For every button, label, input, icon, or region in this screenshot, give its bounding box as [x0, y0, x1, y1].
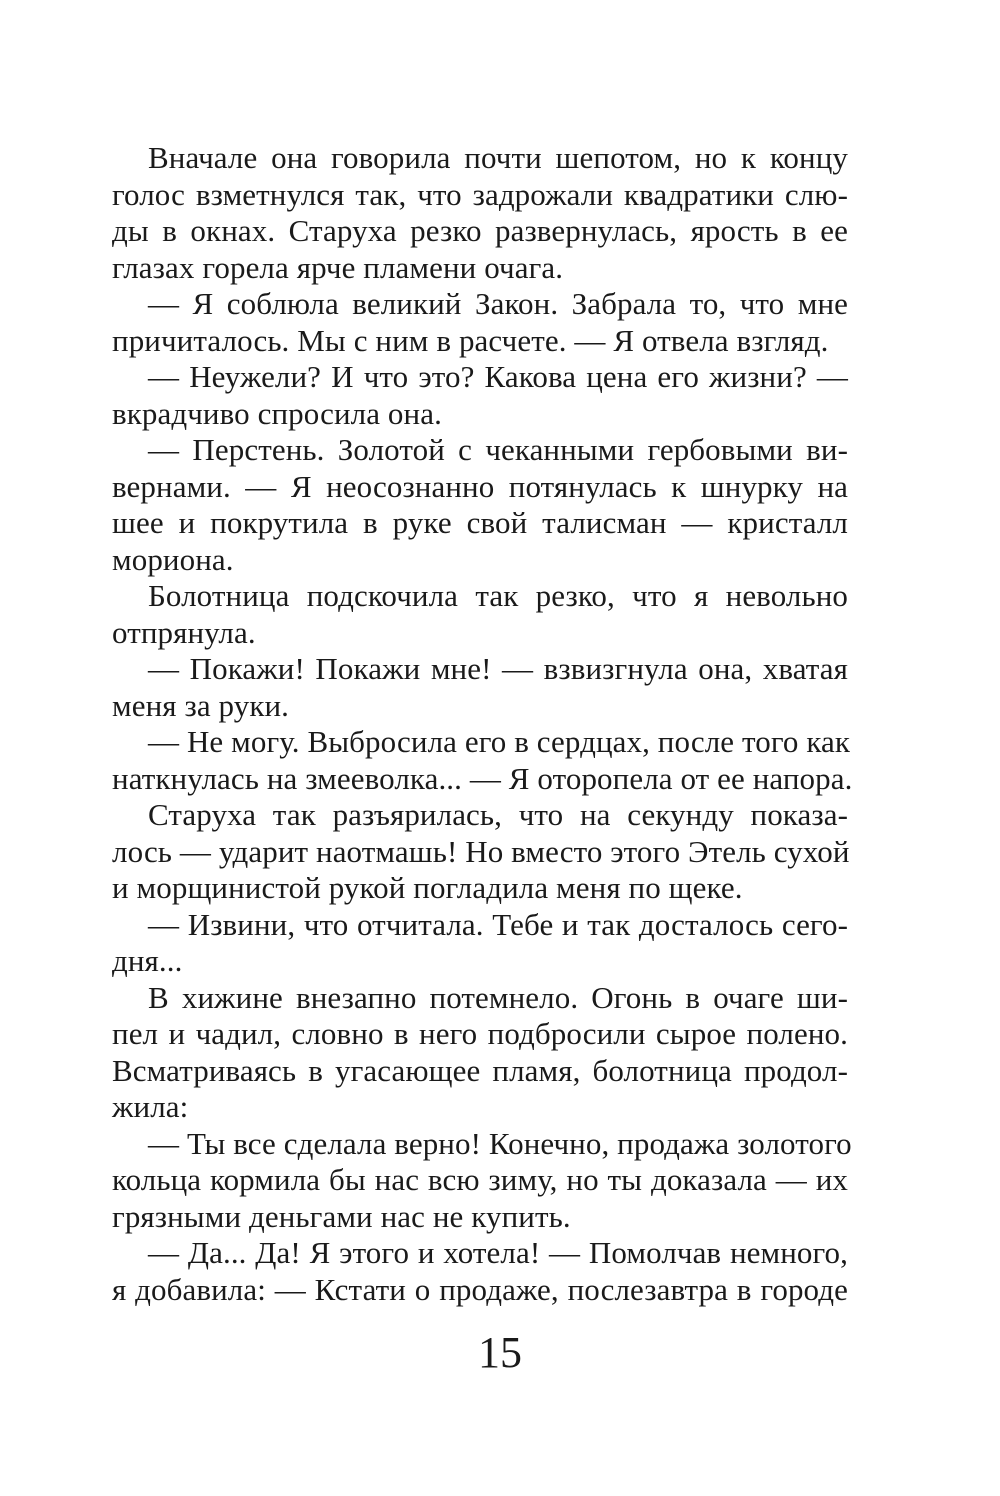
paragraph — [112, 359, 848, 432]
text-line: ды в окнах. Старуха резко развернулась, ярость в ее — [112, 213, 848, 248]
text-line: Вначале она говорила почти шепотом, но к концу — [148, 140, 848, 175]
text-line: меня за руки. — [112, 687, 290, 723]
text-line: причиталось. Мы с ним в расчете. — Я отвела взгляд. — [112, 322, 829, 358]
text-line: лось — ударит наотмашь! Но вместо этого Этель сухой — [112, 833, 850, 869]
text-line: я добавила: — Кстати о продаже, послезавтра в городе — [112, 1271, 848, 1307]
text-line: жила: — [112, 1089, 189, 1124]
text-line: Болотница подскочила так резко, что я невольно — [148, 578, 848, 613]
text-line: — Извини, что отчитала. Тебе и так досталось сего- — [148, 906, 848, 942]
paragraph — [112, 651, 848, 724]
paragraph — [112, 980, 848, 1126]
text-line: пел и чадил, словно в него подбросили сырое полено. — [112, 1016, 848, 1051]
page-number: 15 — [478, 1328, 522, 1377]
text-line: — Неужели? И что это? Какова цена его жизни? — — [148, 359, 848, 394]
text-line: мориона. — [112, 541, 234, 577]
paragraph — [112, 724, 853, 797]
text-line: Старуха так разъярилась, что на секунду показа- — [148, 797, 848, 832]
paragraph — [112, 140, 848, 286]
text-line: — Я соблюла великий Закон. Забрала то, что мне — [148, 286, 848, 321]
text-line: и морщинистой рукой погладила меня по щеке. — [112, 870, 743, 905]
paragraph — [112, 797, 848, 907]
text-line: голос взметнулся так, что задрожали квадратики слю- — [112, 176, 848, 212]
text-line: — Ты все сделала верно! Конечно, продажа золотого — [148, 1125, 852, 1161]
text-line: — Не могу. Выбросила его в сердцах, после того как — [148, 724, 851, 759]
text-line: — Перстень. Золотой с чеканными гербовыми ви- — [148, 432, 848, 467]
text-line: дня... — [112, 943, 183, 978]
text-line: — Да... Да! Я этого и хотела! — Помолчав немного, — [148, 1235, 848, 1270]
text-line: В хижине внезапно потемнело. Огонь в очаге ши- — [148, 979, 848, 1015]
paragraph — [112, 578, 848, 651]
text-line: — Покажи! Покажи мне! — взвизгнула она, хватая — [148, 651, 848, 686]
text-line: вернами. — Я неосознанно потянулась к шнурку на — [112, 468, 848, 504]
paragraph — [112, 432, 848, 578]
text-line: грязными деньгами нас не купить. — [112, 1198, 571, 1234]
paragraph — [112, 286, 848, 359]
text-line: наткнулась на змееволка... — Я оторопела от ее напора. — [112, 760, 853, 796]
paragraph — [112, 907, 848, 980]
text-line: шее и покрутила в руке свой талисман — кристалл — [112, 505, 848, 540]
text-line: Всматриваясь в угасающее пламя, болотница продол- — [112, 1052, 848, 1088]
body-text — [112, 140, 853, 1308]
paragraph — [112, 1125, 852, 1236]
text-line: вкрадчиво спросила она. — [112, 395, 442, 431]
text-line: кольца кормила бы нас всю зиму, но ты доказала — их — [112, 1162, 848, 1197]
text-line: отпрянула. — [112, 614, 256, 650]
paragraph — [112, 1235, 848, 1308]
text-line: глазах горела ярче пламени очага. — [112, 249, 564, 285]
